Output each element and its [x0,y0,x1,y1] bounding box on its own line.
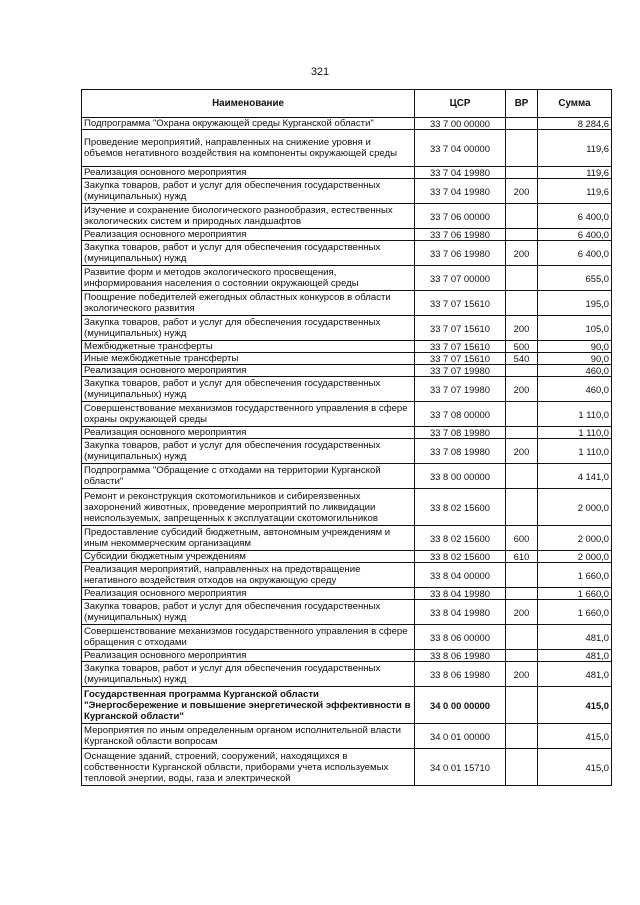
table-row [82,526,612,551]
cell-vr: 540 [506,353,538,365]
cell-vr [506,427,538,439]
cell-vr [506,130,538,167]
cell-sum: 90,0 [538,353,612,365]
cell-csr: 33 7 00 00000 [415,118,506,130]
cell-name: Закупка товаров, работ и услуг для обеспечения государственных (муниципальных) нужд [82,179,415,204]
cell-sum: 119,6 [538,167,612,179]
cell-name: Межбюджетные трансферты [82,341,415,353]
cell-csr: 33 7 06 19980 [415,229,506,241]
cell-csr: 34 0 01 00000 [415,724,506,749]
header-csr: ЦСР [415,90,506,118]
cell-csr: 33 8 06 00000 [415,625,506,650]
cell-name: Закупка товаров, работ и услуг для обеспечения государственных (муниципальных) нужд [82,377,415,402]
cell-sum: 2 000,0 [538,489,612,526]
cell-vr [506,365,538,377]
cell-csr: 33 7 08 00000 [415,402,506,427]
page-number: 321 [310,66,330,78]
cell-sum: 2 000,0 [538,551,612,563]
cell-name: Совершенствование механизмов государственного управления в сфере обращения с отходами [82,625,415,650]
cell-sum: 195,0 [538,291,612,316]
cell-name: Реализация основного мероприятия [82,365,415,377]
table-row [82,464,612,489]
cell-csr: 34 0 01 15710 [415,749,506,786]
cell-vr: 200 [506,241,538,266]
header-sum: Сумма [538,90,612,118]
cell-csr: 33 8 02 15600 [415,551,506,563]
cell-csr: 34 0 00 00000 [415,687,506,724]
cell-vr: 200 [506,316,538,341]
cell-sum: 481,0 [538,650,612,662]
cell-sum: 460,0 [538,377,612,402]
cell-name: Закупка товаров, работ и услуг для обеспечения государственных (муниципальных) нужд [82,600,415,625]
cell-vr: 200 [506,439,538,464]
cell-sum: 119,6 [538,130,612,167]
cell-name: Предоставление субсидий бюджетным, автономным учреждениям и иным некоммерческим организациям [82,526,415,551]
cell-name: Реализация основного мероприятия [82,588,415,600]
cell-csr: 33 8 02 15600 [415,526,506,551]
cell-sum: 2 000,0 [538,526,612,551]
cell-vr [506,724,538,749]
cell-csr: 33 7 07 15610 [415,353,506,365]
cell-csr: 33 8 06 19980 [415,662,506,687]
cell-csr: 33 7 06 00000 [415,204,506,229]
table-row [82,588,612,600]
cell-name: Иные межбюджетные трансферты [82,353,415,365]
cell-name: Реализация основного мероприятия [82,427,415,439]
table-row [82,179,612,204]
cell-sum: 1 660,0 [538,600,612,625]
cell-name: Ремонт и реконструкция скотомогильников и сибиреязвенных захоронений животных, проведение мероприятий по ликвидации неиспользуемых, запрещенных к эксплуатации скотомогильников [82,489,415,526]
cell-csr: 33 8 06 19980 [415,650,506,662]
table-row [82,489,612,526]
cell-sum: 1 110,0 [538,439,612,464]
cell-sum: 4 141,0 [538,464,612,489]
table-body [82,118,612,786]
cell-name: Реализация основного мероприятия [82,167,415,179]
cell-vr: 200 [506,662,538,687]
cell-csr: 33 8 04 19980 [415,600,506,625]
table-row [82,439,612,464]
table-row [82,241,612,266]
cell-name: Субсидии бюджетным учреждениям [82,551,415,563]
cell-sum: 481,0 [538,625,612,650]
cell-csr: 33 7 08 19980 [415,427,506,439]
cell-name: Подпрограмма "Охрана окружающей среды Курганской области" [82,118,415,130]
cell-name: Подпрограмма "Обращение с отходами на территории Курганской области" [82,464,415,489]
cell-vr [506,402,538,427]
cell-vr [506,489,538,526]
cell-csr: 33 7 07 19980 [415,365,506,377]
cell-sum: 1 110,0 [538,402,612,427]
table-row [82,650,612,662]
cell-sum: 1 660,0 [538,588,612,600]
cell-sum: 6 400,0 [538,204,612,229]
cell-sum: 655,0 [538,266,612,291]
cell-vr [506,650,538,662]
cell-csr: 33 7 04 00000 [415,130,506,167]
cell-sum: 1 110,0 [538,427,612,439]
cell-sum: 415,0 [538,724,612,749]
cell-name: Закупка товаров, работ и услуг для обеспечения государственных (муниципальных) нужд [82,316,415,341]
cell-vr: 600 [506,526,538,551]
cell-name: Реализация мероприятий, направленных на предотвращение негативного воздействия отходов на окружающую среду [82,563,415,588]
header-name: Наименование [82,90,415,118]
cell-name: Государственная программа Курганской области "Энергосбережение и повышение энергетической эффективности в Курганской области" [82,687,415,724]
table-row [82,662,612,687]
cell-name: Развитие форм и методов экологического просвещения, информирования населения о состоянии окружающей среды [82,266,415,291]
cell-csr: 33 8 00 00000 [415,464,506,489]
cell-csr: 33 7 07 15610 [415,291,506,316]
cell-sum: 6 400,0 [538,241,612,266]
cell-name: Проведение мероприятий, направленных на снижение уровня и объемов негативного воздействия на компоненты окружающей среды [82,130,415,167]
cell-vr: 200 [506,377,538,402]
cell-name: Изучение и сохранение биологического разнообразия, естественных экологических систем и природных ландшафтов [82,204,415,229]
cell-sum: 415,0 [538,687,612,724]
table-row [82,749,612,786]
cell-vr [506,291,538,316]
cell-sum: 6 400,0 [538,229,612,241]
cell-csr: 33 7 06 19980 [415,241,506,266]
table-row [82,353,612,365]
cell-vr [506,167,538,179]
cell-vr [506,266,538,291]
cell-csr: 33 7 07 19980 [415,377,506,402]
cell-csr: 33 8 02 15600 [415,489,506,526]
table-row [82,266,612,291]
cell-sum: 90,0 [538,341,612,353]
cell-vr [506,464,538,489]
table-row [82,377,612,402]
cell-name: Оснащение зданий, строений, сооружений, находящихся в собственности Курганской области, приборами учета используемых тепловой энергии, воды, газа и электрической [82,749,415,786]
table-row [82,118,612,130]
cell-vr [506,687,538,724]
cell-csr: 33 7 07 15610 [415,316,506,341]
cell-vr [506,204,538,229]
cell-name: Реализация основного мероприятия [82,650,415,662]
cell-sum: 481,0 [538,662,612,687]
cell-vr [506,118,538,130]
cell-name: Закупка товаров, работ и услуг для обеспечения государственных (муниципальных) нужд [82,662,415,687]
table-row [82,291,612,316]
table-row [82,365,612,377]
cell-vr [506,588,538,600]
table-header [82,90,612,118]
cell-sum: 105,0 [538,316,612,341]
cell-name: Поощрение победителей ежегодных областных конкурсов в области экологического развития [82,291,415,316]
table-row [82,341,612,353]
cell-csr: 33 7 04 19980 [415,179,506,204]
cell-sum: 119,6 [538,179,612,204]
cell-name: Мероприятия по иным определенным органом исполнительной власти Курганской области вопросам [82,724,415,749]
cell-csr: 33 7 07 15610 [415,341,506,353]
cell-sum: 460,0 [538,365,612,377]
table-row [82,687,612,724]
table-row [82,229,612,241]
cell-name: Совершенствование механизмов государственного управления в сфере охраны окружающей среды [82,402,415,427]
table-row [82,427,612,439]
budget-table [81,89,612,786]
cell-sum: 415,0 [538,749,612,786]
table-row [82,551,612,563]
cell-name: Закупка товаров, работ и услуг для обеспечения государственных (муниципальных) нужд [82,439,415,464]
header-vr: ВР [506,90,538,118]
cell-csr: 33 8 04 00000 [415,563,506,588]
table-row [82,402,612,427]
table-row [82,600,612,625]
cell-vr [506,625,538,650]
cell-sum: 1 660,0 [538,563,612,588]
table-row [82,130,612,167]
cell-vr [506,563,538,588]
table-row [82,204,612,229]
table-row [82,563,612,588]
cell-vr: 610 [506,551,538,563]
cell-vr [506,229,538,241]
table-row [82,724,612,749]
cell-name: Закупка товаров, работ и услуг для обеспечения государственных (муниципальных) нужд [82,241,415,266]
table-row [82,625,612,650]
table-row [82,167,612,179]
cell-vr: 200 [506,179,538,204]
cell-csr: 33 7 07 00000 [415,266,506,291]
cell-csr: 33 7 08 19980 [415,439,506,464]
cell-vr: 500 [506,341,538,353]
cell-csr: 33 8 04 19980 [415,588,506,600]
table-row [82,316,612,341]
cell-csr: 33 7 04 19980 [415,167,506,179]
cell-vr [506,749,538,786]
cell-name: Реализация основного мероприятия [82,229,415,241]
cell-vr: 200 [506,600,538,625]
cell-sum: 8 284,6 [538,118,612,130]
